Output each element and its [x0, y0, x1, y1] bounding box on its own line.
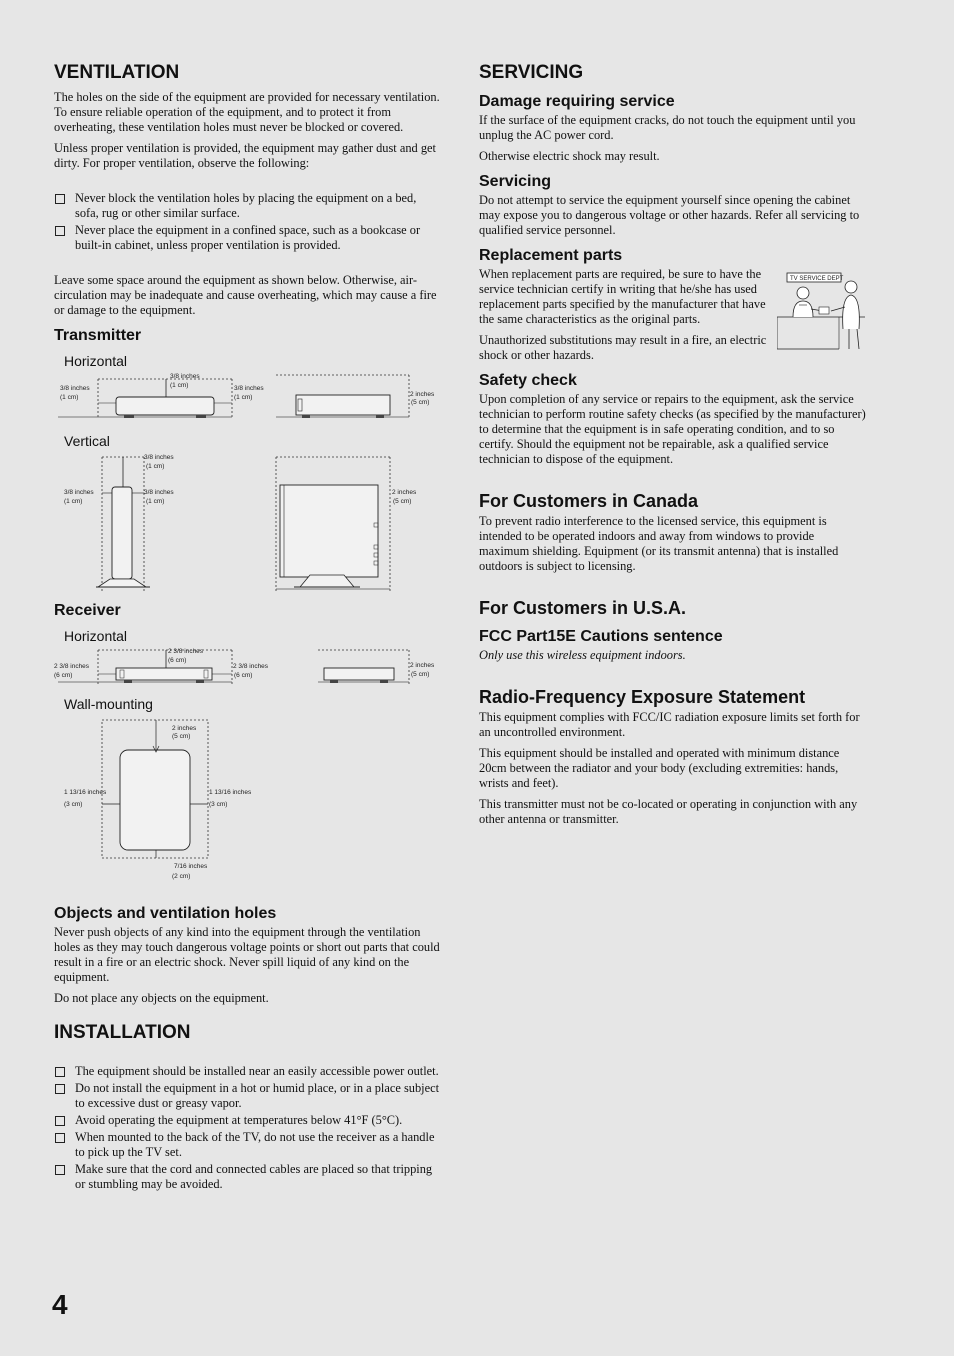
replacement-paragraph-2: Unauthorized substitutions may result in a fire, an electric shock or other hazards.: [479, 333, 767, 362]
transmitter-vertical-diagram: [54, 453, 442, 593]
tv-service-illustration: [777, 269, 865, 351]
transmitter-vertical-front: [64, 454, 174, 591]
list-item: Make sure that the cord and connected cables are placed so that tripping or stumbling may be avoided.: [54, 1162, 442, 1192]
objects-heading: Objects and ventilation holes: [54, 905, 277, 922]
checkbox-square-icon: [55, 226, 65, 236]
rf-paragraph-3: This transmitter must not be co-located or operating in conjunction with any other antenna or transmitter.: [479, 797, 858, 826]
dim-label: (3 cm): [64, 801, 83, 808]
list-item: Never block the ventilation holes by placing the equipment on a bed, sofa, rug or other similar surface.: [54, 191, 442, 221]
checkbox-square-icon: [55, 1165, 65, 1175]
dim-label: (3 cm): [209, 801, 228, 808]
fcc-text: Only use this wireless equipment indoors.: [479, 648, 686, 662]
transmitter-heading: Transmitter: [54, 327, 142, 344]
replacement-paragraph-1: When replacement parts are required, be sure to have the service technician certify in writing that he/she has used replacement parts specified by the manufacturer that have the same characteristics as the original parts.: [479, 267, 766, 326]
dim-label: (5 cm): [172, 733, 191, 740]
rf-paragraph-1: This equipment complies with FCC/IC radiation exposure limits set forth for an uncontrolled environment.: [479, 710, 860, 739]
checkbox-square-icon: [55, 1084, 65, 1094]
dim-label: (6 cm): [54, 672, 73, 679]
dim-label: 7/16 inches: [174, 863, 208, 870]
canada-heading: For Customers in Canada: [479, 491, 699, 511]
installation-heading: INSTALLATION: [54, 1022, 191, 1043]
ventilation-list: [54, 191, 442, 253]
usa-heading: For Customers in U.S.A.: [479, 598, 687, 618]
checkbox-square-icon: [55, 1067, 65, 1077]
dim-label: (1 cm): [64, 498, 83, 505]
dim-label: 1 13/16 inches: [64, 789, 107, 796]
left-column: [54, 62, 442, 1198]
dim-label: 3/8 inches: [64, 489, 94, 496]
dim-label: 2 inches: [392, 489, 417, 496]
checkbox-square-icon: [55, 1133, 65, 1143]
checkbox-square-icon: [55, 1116, 65, 1126]
dim-label: (5 cm): [411, 399, 430, 406]
rf-paragraph-2: This equipment should be installed and operated with minimum distance 20cm between the radiator and your body (excluding extremities: hands, wrists and feet).: [479, 746, 840, 790]
ventilation-heading: VENTILATION: [54, 62, 180, 83]
dim-label: 2 3/8 inches: [54, 663, 90, 670]
page-number: 4: [52, 1289, 68, 1320]
dim-label: (1 cm): [146, 463, 165, 470]
canada-paragraph: To prevent radio interference to the licensed service, this equipment is intended to be operated indoors and away from windows to provide maximum shielding. Equipment (or its transmit antenna) that is installed outdoors is subject to licensing.: [479, 514, 839, 573]
installation-list: [54, 1064, 442, 1192]
objects-paragraph-2: Do not place any objects on the equipment.: [54, 991, 269, 1005]
servicing-paragraph: Do not attempt to service the equipment yourself since opening the cabinet may expose you to dangerous voltage or other hazards. Refer all servicing to qualified service personnel.: [479, 193, 860, 237]
damage-paragraph-2: Otherwise electric shock may result.: [479, 149, 660, 163]
dim-label: 2 inches: [410, 662, 435, 669]
transmitter-vertical-label: Vertical: [64, 433, 110, 449]
list-item: Do not install the equipment in a hot or humid place, or in a place subject to excessive dust or greasy vapor.: [54, 1081, 442, 1111]
dim-label: 3/8 inches: [144, 454, 174, 461]
dim-label: (1 cm): [170, 382, 189, 389]
dim-label: (5 cm): [411, 671, 430, 678]
dim-label: 2 inches: [410, 391, 435, 398]
dim-label: (2 cm): [172, 873, 191, 880]
dim-label: 2 3/8 inches: [233, 663, 269, 670]
safety-paragraph: Upon completion of any service or repairs to the equipment, ask the service technician to perform routine safety checks (as specified by the manufacturer) to determine that the equipment is in safe operating condition, and to so certify. Should the equipment not be repairable, ask a qualified service technician to dispose of the equipment.: [479, 392, 866, 466]
dim-label: 3/8 inches: [170, 373, 200, 380]
ventilation-paragraph-2: Unless proper ventilation is provided, the equipment may gather dust and get dirty. For proper ventilation, observe the following:: [54, 141, 436, 170]
dim-label: 2 inches: [172, 725, 197, 732]
dim-label: (6 cm): [168, 657, 187, 664]
ventilation-paragraph-1: The holes on the side of the equipment are provided for necessary ventilation. To ensure reliable operation of the equipment, and to protect it from overheating, these ventilation holes must never be blocked or covered.: [54, 90, 440, 134]
transmitter-horizontal-front: [58, 373, 264, 419]
receiver-horizontal-side: [318, 650, 435, 684]
dim-label: (6 cm): [234, 672, 253, 679]
receiver-horizontal-label: Horizontal: [64, 628, 128, 644]
dim-label: (1 cm): [234, 394, 253, 401]
safety-heading: Safety check: [479, 372, 577, 389]
replacement-section: [479, 267, 867, 363]
receiver-wall-mounting-diagram: [54, 716, 442, 896]
list-item: When mounted to the back of the TV, do not use the receiver as a handle to pick up the TV set.: [54, 1130, 442, 1160]
receiver-heading: Receiver: [54, 602, 121, 619]
list-item: Avoid operating the equipment at temperatures below 41°F (5°C).: [54, 1113, 442, 1128]
replacement-heading: Replacement parts: [479, 247, 623, 264]
servicing-subheading: Servicing: [479, 173, 552, 190]
dim-label: 1 13/16 inches: [209, 789, 252, 796]
receiver-horizontal-diagram: [54, 648, 442, 688]
receiver-wall-mounting-label: Wall-mounting: [64, 696, 153, 712]
dim-label: (5 cm): [393, 498, 412, 505]
checkbox-square-icon: [55, 194, 65, 204]
dim-label: 2 3/8 inches: [168, 648, 204, 655]
dim-label: (1 cm): [60, 394, 79, 401]
rf-heading: Radio-Frequency Exposure Statement: [479, 687, 806, 707]
damage-paragraph-1: If the surface of the equipment cracks, do not touch the equipment until you unplug the AC power cord.: [479, 113, 856, 142]
receiver-horizontal-front: [54, 648, 269, 684]
transmitter-horizontal-label: Horizontal: [64, 353, 128, 369]
ventilation-paragraph-3: Leave some space around the equipment as shown below. Otherwise, air-circulation may be inadequate and cause overheating, which may cause a fire or damage to the equipment.: [54, 273, 437, 317]
dim-label: (1 cm): [146, 498, 165, 505]
dim-label: 3/8 inches: [234, 385, 264, 392]
list-item: Never place the equipment in a confined space, such as a bookcase or built-in cabinet, unless proper ventilation is provided.: [54, 223, 442, 253]
dim-label: 3/8 inches: [60, 385, 90, 392]
damage-heading: Damage requiring service: [479, 93, 675, 110]
transmitter-horizontal-side: [276, 375, 435, 419]
dim-label: 3/8 inches: [144, 489, 174, 496]
right-column: [479, 62, 867, 833]
list-item: The equipment should be installed near an easily accessible power outlet.: [54, 1064, 442, 1079]
fcc-heading: FCC Part15E Cautions sentence: [479, 628, 723, 645]
servicing-heading: SERVICING: [479, 62, 584, 83]
transmitter-horizontal-diagram: [54, 373, 442, 425]
objects-paragraph-1: Never push objects of any kind into the equipment through the ventilation holes as they may touch dangerous voltage points or short out parts that could result in a fire or an electric shock. Never spill liquid of any kind on the equipment.: [54, 925, 440, 984]
sign-label: TV SERVICE DEPT: [790, 276, 844, 282]
transmitter-vertical-side: [276, 457, 417, 591]
